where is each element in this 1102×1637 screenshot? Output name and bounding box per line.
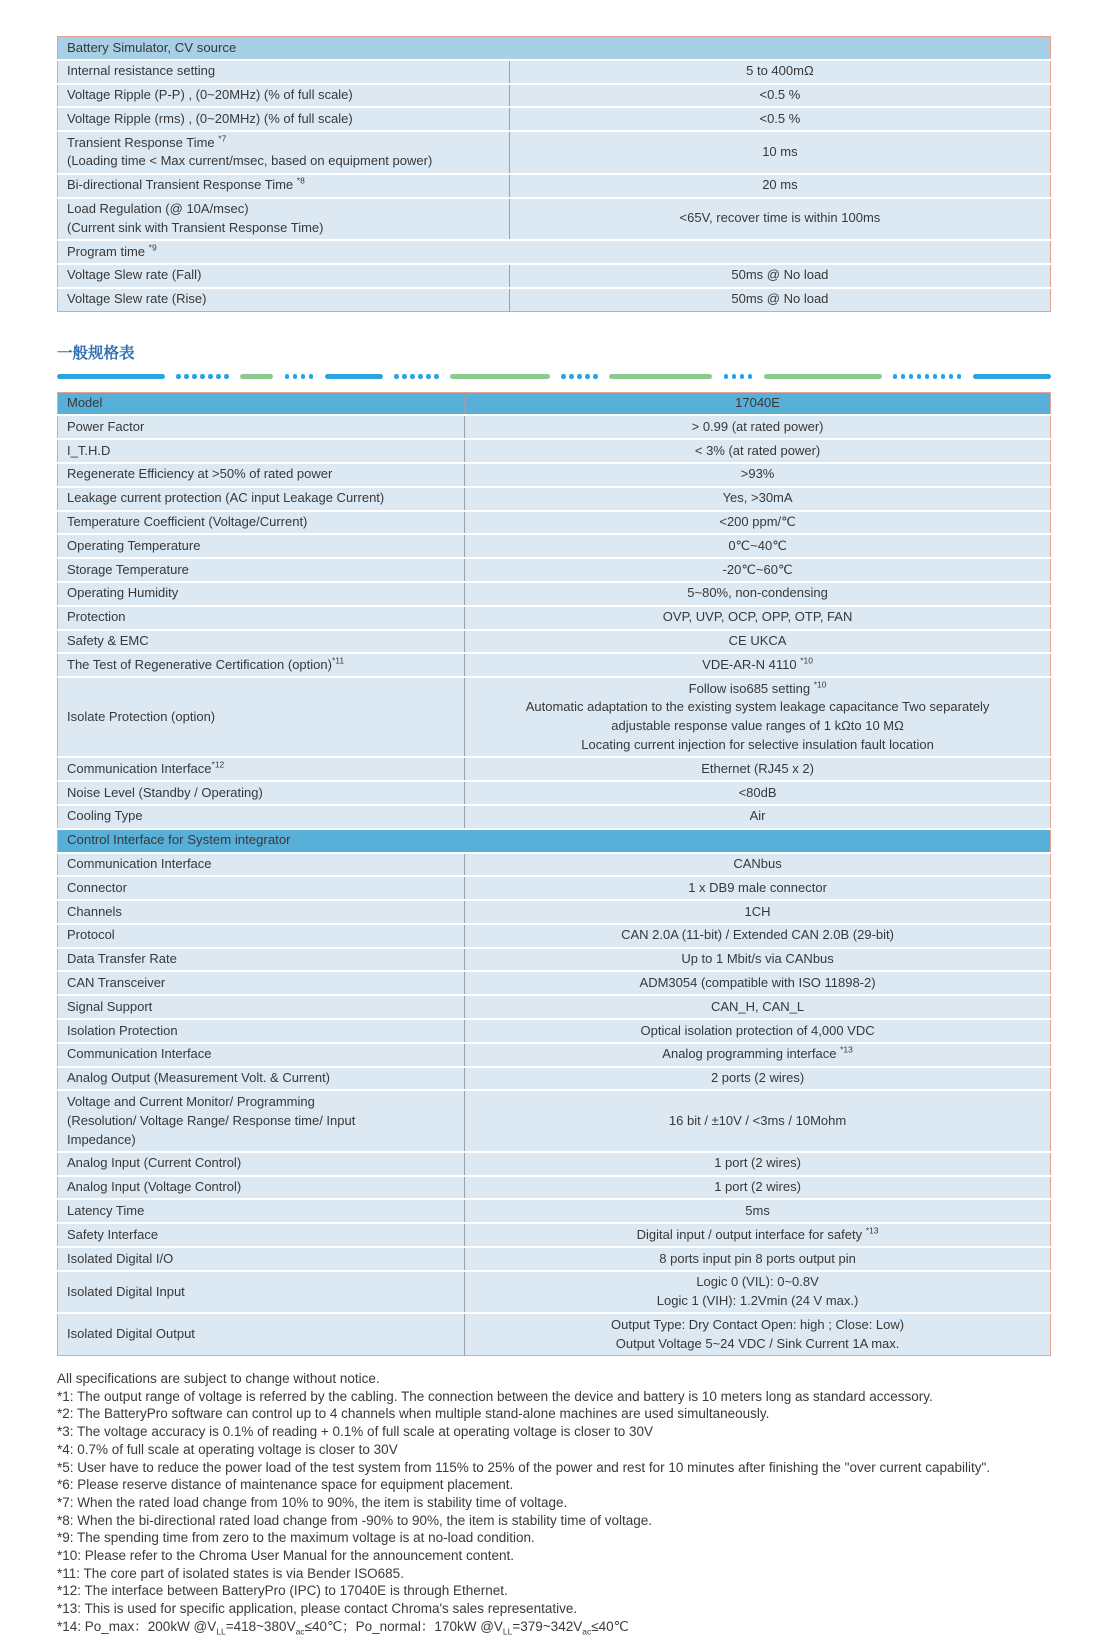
spec-label: Connector [58,876,465,900]
spec-label: Protection [58,606,465,630]
spec-label: Isolated Digital Output [58,1313,465,1355]
table-row [58,1199,1051,1223]
spec-value: Logic 0 (VIL): 0~0.8V Logic 1 (VIH): 1.2Vmin (24 V max.) [465,1271,1051,1314]
spec-label: Program time $^{*9}$ [58,240,1051,264]
table-row [58,240,1051,264]
divider-dot [192,374,197,379]
table-row [58,1271,1051,1314]
divider-bar [609,374,712,379]
spec-value: <0.5 % [509,107,1050,131]
decorative-dotted-divider [57,373,1051,381]
divider-dot [309,374,314,379]
spec-value: >93% [465,463,1051,487]
table-row [58,1019,1051,1043]
spec-label: I_T.H.D [58,439,465,463]
divider-bar [325,374,383,379]
section-header-label: Battery Simulator, CV source [58,37,1051,60]
divider-dot [740,374,745,379]
spec-label: Voltage Slew rate (Fall) [58,264,510,288]
divider-bar [57,374,165,379]
spec-value: Air [465,805,1051,829]
footnote: *10: Please refer to the Chroma User Manual for the announcement content. [57,1548,515,1564]
divider-dots [724,374,753,379]
table-row [58,1043,1051,1067]
spec-value: 5ms [465,1199,1051,1223]
divider-bar [450,374,550,379]
footnote: *14: Po_max：200kW $@V_{LL}=418\sim 380V_{ac}\le 40℃$；Po_normal：170kW $@V_{LL}=379\sim 342V_{ac}\le 40℃$ [57,1618,629,1637]
spec-label: Operating Humidity [58,582,465,606]
spec-label: Communication Interface [58,1043,465,1067]
spec-label: Cooling Type [58,805,465,829]
spec-value: Analog programming interface $^{*13}$ [465,1043,1051,1067]
footnote: *7: When the rated load change from 10% to 90%, the item is stability time of voltage. [57,1494,568,1510]
table-row [58,264,1051,288]
divider-dot [577,374,582,379]
divider-dot [941,374,946,379]
divider-dot [585,374,590,379]
spec-value: 16 bit / ±10V / <3ms / 10Mohm [465,1090,1051,1151]
divider-dot [949,374,954,379]
spec-label: Analog Input (Current Control) [58,1152,465,1176]
table-row [58,876,1051,900]
table-row [58,995,1051,1019]
spec-value: 8 ports input pin 8 ports output pin [465,1247,1051,1271]
divider-dot [301,374,306,379]
spec-value: 20 ms [509,174,1050,198]
spec-label: Channels [58,900,465,924]
divider-dot [732,374,737,379]
table-row [58,582,1051,606]
divider-dot [410,374,415,379]
spec-value: Ethernet (RJ45 x 2) [465,757,1051,781]
spec-value: CAN_H, CAN_L [465,995,1051,1019]
spec-label: Isolated Digital I/O [58,1247,465,1271]
divider-dot [394,374,399,379]
footnote: *8: When the bi-directional rated load change from -90% to 90%, the item is stability time of voltage. [57,1512,653,1528]
spec-label: Transient Response Time $^{*7}$ (Loading time < Max current/msec, based on equipment power) [58,131,510,174]
table-row [58,653,1051,677]
table-row [58,288,1051,311]
spec-value: Up to 1 Mbit/s via CANbus [465,948,1051,972]
divider-dot [561,374,566,379]
table-row [58,511,1051,535]
table-row [58,198,1051,241]
spec-value: Follow iso685 setting $^{*10}$ Automatic adaptation to the existing system leakage capacitance Two separately adjustable response value ranges of 1 kΩto 10 MΩ Locating current injection for selective insulation fault location [465,677,1051,757]
divider-dot [434,374,439,379]
footnote: *2: The BatteryPro software can control up to 4 channels when multiple stand-alone machines are used simultaneously. [57,1406,770,1422]
table-row [58,131,1051,174]
spec-label: Analog Output (Measurement Volt. & Current) [58,1067,465,1091]
divider-dots [285,374,314,379]
divider-dot [224,374,229,379]
spec-label: Bi-directional Transient Response Time $^{*8}$ [58,174,510,198]
footnote: *12: The interface between BatteryPro (IPC) to 17040E is through Ethernet. [57,1583,508,1599]
table-row [58,84,1051,108]
footnote: *9: The spending time from zero to the maximum voltage is at no-load condition. [57,1530,535,1546]
spec-label: Safety Interface [58,1223,465,1247]
table-row [58,1152,1051,1176]
divider-dot [748,374,753,379]
table-row [58,1176,1051,1200]
divider-dot [724,374,729,379]
table-row [58,1067,1051,1091]
spec-label: Internal resistance setting [58,60,510,84]
table-row [58,174,1051,198]
spec-label: Storage Temperature [58,558,465,582]
divider-dot [293,374,298,379]
spec-label: Regenerate Efficiency at >50% of rated power [58,463,465,487]
footnote: *3: The voltage accuracy is 0.1% of reading + 0.1% of full scale at operating voltage is closer to 30V [57,1424,653,1440]
spec-value: Digital input / output interface for safety $^{*13}$ [465,1223,1051,1247]
spec-value: <80dB [465,781,1051,805]
table-row [58,606,1051,630]
table-row [58,900,1051,924]
table-row [58,971,1051,995]
spec-value: 5~80%, non-condensing [465,582,1051,606]
spec-value: <200 ppm/℃ [465,511,1051,535]
spec-label: Communication Interface$^{*12}$ [58,757,465,781]
table-row [58,439,1051,463]
table-row [58,1090,1051,1151]
spec-value: 1CH [465,900,1051,924]
footnote: *1: The output range of voltage is referred by the cabling. The connection between the device and battery is 10 meters long as standard accessory. [57,1388,933,1404]
spec-label: Latency Time [58,1199,465,1223]
divider-dot [593,374,598,379]
table-row [58,805,1051,829]
spec-label: CAN Transceiver [58,971,465,995]
battery-simulator-table [57,36,1051,312]
table-row [58,948,1051,972]
divider-dot [418,374,423,379]
table-row [58,924,1051,948]
spec-value: 17040E [465,392,1051,415]
spec-label: Voltage Ripple (rms) , (0~20MHz) (% of full scale) [58,107,510,131]
table-row [58,677,1051,757]
spec-label: Communication Interface [58,853,465,877]
spec-label: Isolation Protection [58,1019,465,1043]
divider-dot [909,374,914,379]
divider-dot [933,374,938,379]
divider-dots [893,374,962,379]
spec-value: CANbus [465,853,1051,877]
divider-dot [426,374,431,379]
spec-label: The Test of Regenerative Certification (option)$^{*11}$ [58,653,465,677]
model-header-row [58,392,1051,415]
spec-value: 1 x DB9 male connector [465,876,1051,900]
table-row [58,853,1051,877]
spec-label: Leakage current protection (AC input Leakage Current) [58,487,465,511]
divider-dot [176,374,181,379]
divider-dot [184,374,189,379]
spec-value: < 3% (at rated power) [465,439,1051,463]
spec-value: Optical isolation protection of 4,000 VDC [465,1019,1051,1043]
spec-value: 50ms @ No load [509,264,1050,288]
divider-bar [240,374,273,379]
section-header-label: Control Interface for System integrator [58,829,1051,853]
spec-label: Signal Support [58,995,465,1019]
divider-dot [216,374,221,379]
spec-value: <0.5 % [509,84,1050,108]
footnote: *6: Please reserve distance of maintenance space for equipment placement. [57,1477,514,1493]
table-row [58,558,1051,582]
footnote: *5: User have to reduce the power load of the test system from 115% to 25% of the power and rest for 10 minutes after finishing the "over current capability". [57,1459,991,1475]
spec-value: 10 ms [509,131,1050,174]
divider-dot [925,374,930,379]
spec-value: 50ms @ No load [509,288,1050,311]
spec-value: <65V, recover time is within 100ms [509,198,1050,241]
spec-label: Model [58,392,465,415]
table-row [58,757,1051,781]
divider-dot [893,374,898,379]
spec-label: Protocol [58,924,465,948]
table-row [58,781,1051,805]
spec-value: Yes, >30mA [465,487,1051,511]
general-specs-table [57,392,1051,1356]
spec-value: 5 to 400mΩ [509,60,1050,84]
divider-dot [402,374,407,379]
table-row [58,463,1051,487]
table-row [58,534,1051,558]
spec-label: Analog Input (Voltage Control) [58,1176,465,1200]
spec-label: Noise Level (Standby / Operating) [58,781,465,805]
table-row [58,415,1051,439]
footnote: All specifications are subject to change without notice. [57,1371,380,1387]
spec-value: CAN 2.0A (11-bit) / Extended CAN 2.0B (29-bit) [465,924,1051,948]
spec-value: 2 ports (2 wires) [465,1067,1051,1091]
spec-label: Voltage Slew rate (Rise) [58,288,510,311]
spec-label: Voltage and Current Monitor/ Programming (Resolution/ Voltage Range/ Response time/ Input Impedance) [58,1090,465,1151]
footnote: *4: 0.7% of full scale at operating voltage is closer to 30V [57,1441,398,1457]
section-header-row [58,829,1051,853]
divider-dot [957,374,962,379]
table-row [58,1223,1051,1247]
table-row [58,107,1051,131]
divider-bar [764,374,882,379]
spec-label: Load Regulation (@ 10A/msec) (Current sink with Transient Response Time) [58,198,510,241]
footnotes-block [57,1370,1051,1636]
spec-value: 1 port (2 wires) [465,1152,1051,1176]
spec-label: Operating Temperature [58,534,465,558]
spec-label: Power Factor [58,415,465,439]
section-header-row [58,37,1051,60]
divider-dot [200,374,205,379]
spec-value: Output Type: Dry Contact Open: high ; Close: Low) Output Voltage 5~24 VDC / Sink Current 1A max. [465,1313,1051,1355]
divider-dot [569,374,574,379]
spec-label: Safety & EMC [58,630,465,654]
divider-dot [901,374,906,379]
spec-label: Voltage Ripple (P-P) , (0~20MHz) (% of full scale) [58,84,510,108]
divider-dots [561,374,598,379]
spec-label: Data Transfer Rate [58,948,465,972]
divider-dots [394,374,439,379]
spec-value: 1 port (2 wires) [465,1176,1051,1200]
section-title-general-specs: 一般规格表 [57,344,135,362]
spec-value: 0℃~40℃ [465,534,1051,558]
footnote: *11: The core part of isolated states is via Bender ISO685. [57,1565,404,1581]
table-row [58,60,1051,84]
table-row [58,487,1051,511]
footnote: *13: This is used for specific application, please contact Chroma's sales representative. [57,1601,578,1617]
divider-dot [285,374,290,379]
table-row [58,1313,1051,1355]
spec-value: VDE-AR-N 4110 $^{*10}$ [465,653,1051,677]
spec-label: Isolate Protection (option) [58,677,465,757]
divider-dot [208,374,213,379]
divider-dot [917,374,922,379]
spec-value: CE UKCA [465,630,1051,654]
divider-dots [176,374,229,379]
spec-value: > 0.99 (at rated power) [465,415,1051,439]
spec-value: OVP, UVP, OCP, OPP, OTP, FAN [465,606,1051,630]
table-row [58,1247,1051,1271]
divider-bar [973,374,1051,379]
table-row [58,630,1051,654]
spec-value: -20℃~60℃ [465,558,1051,582]
spec-value: ADM3054 (compatible with ISO 11898-2) [465,971,1051,995]
spec-label: Temperature Coefficient (Voltage/Current) [58,511,465,535]
spec-label: Isolated Digital Input [58,1271,465,1314]
